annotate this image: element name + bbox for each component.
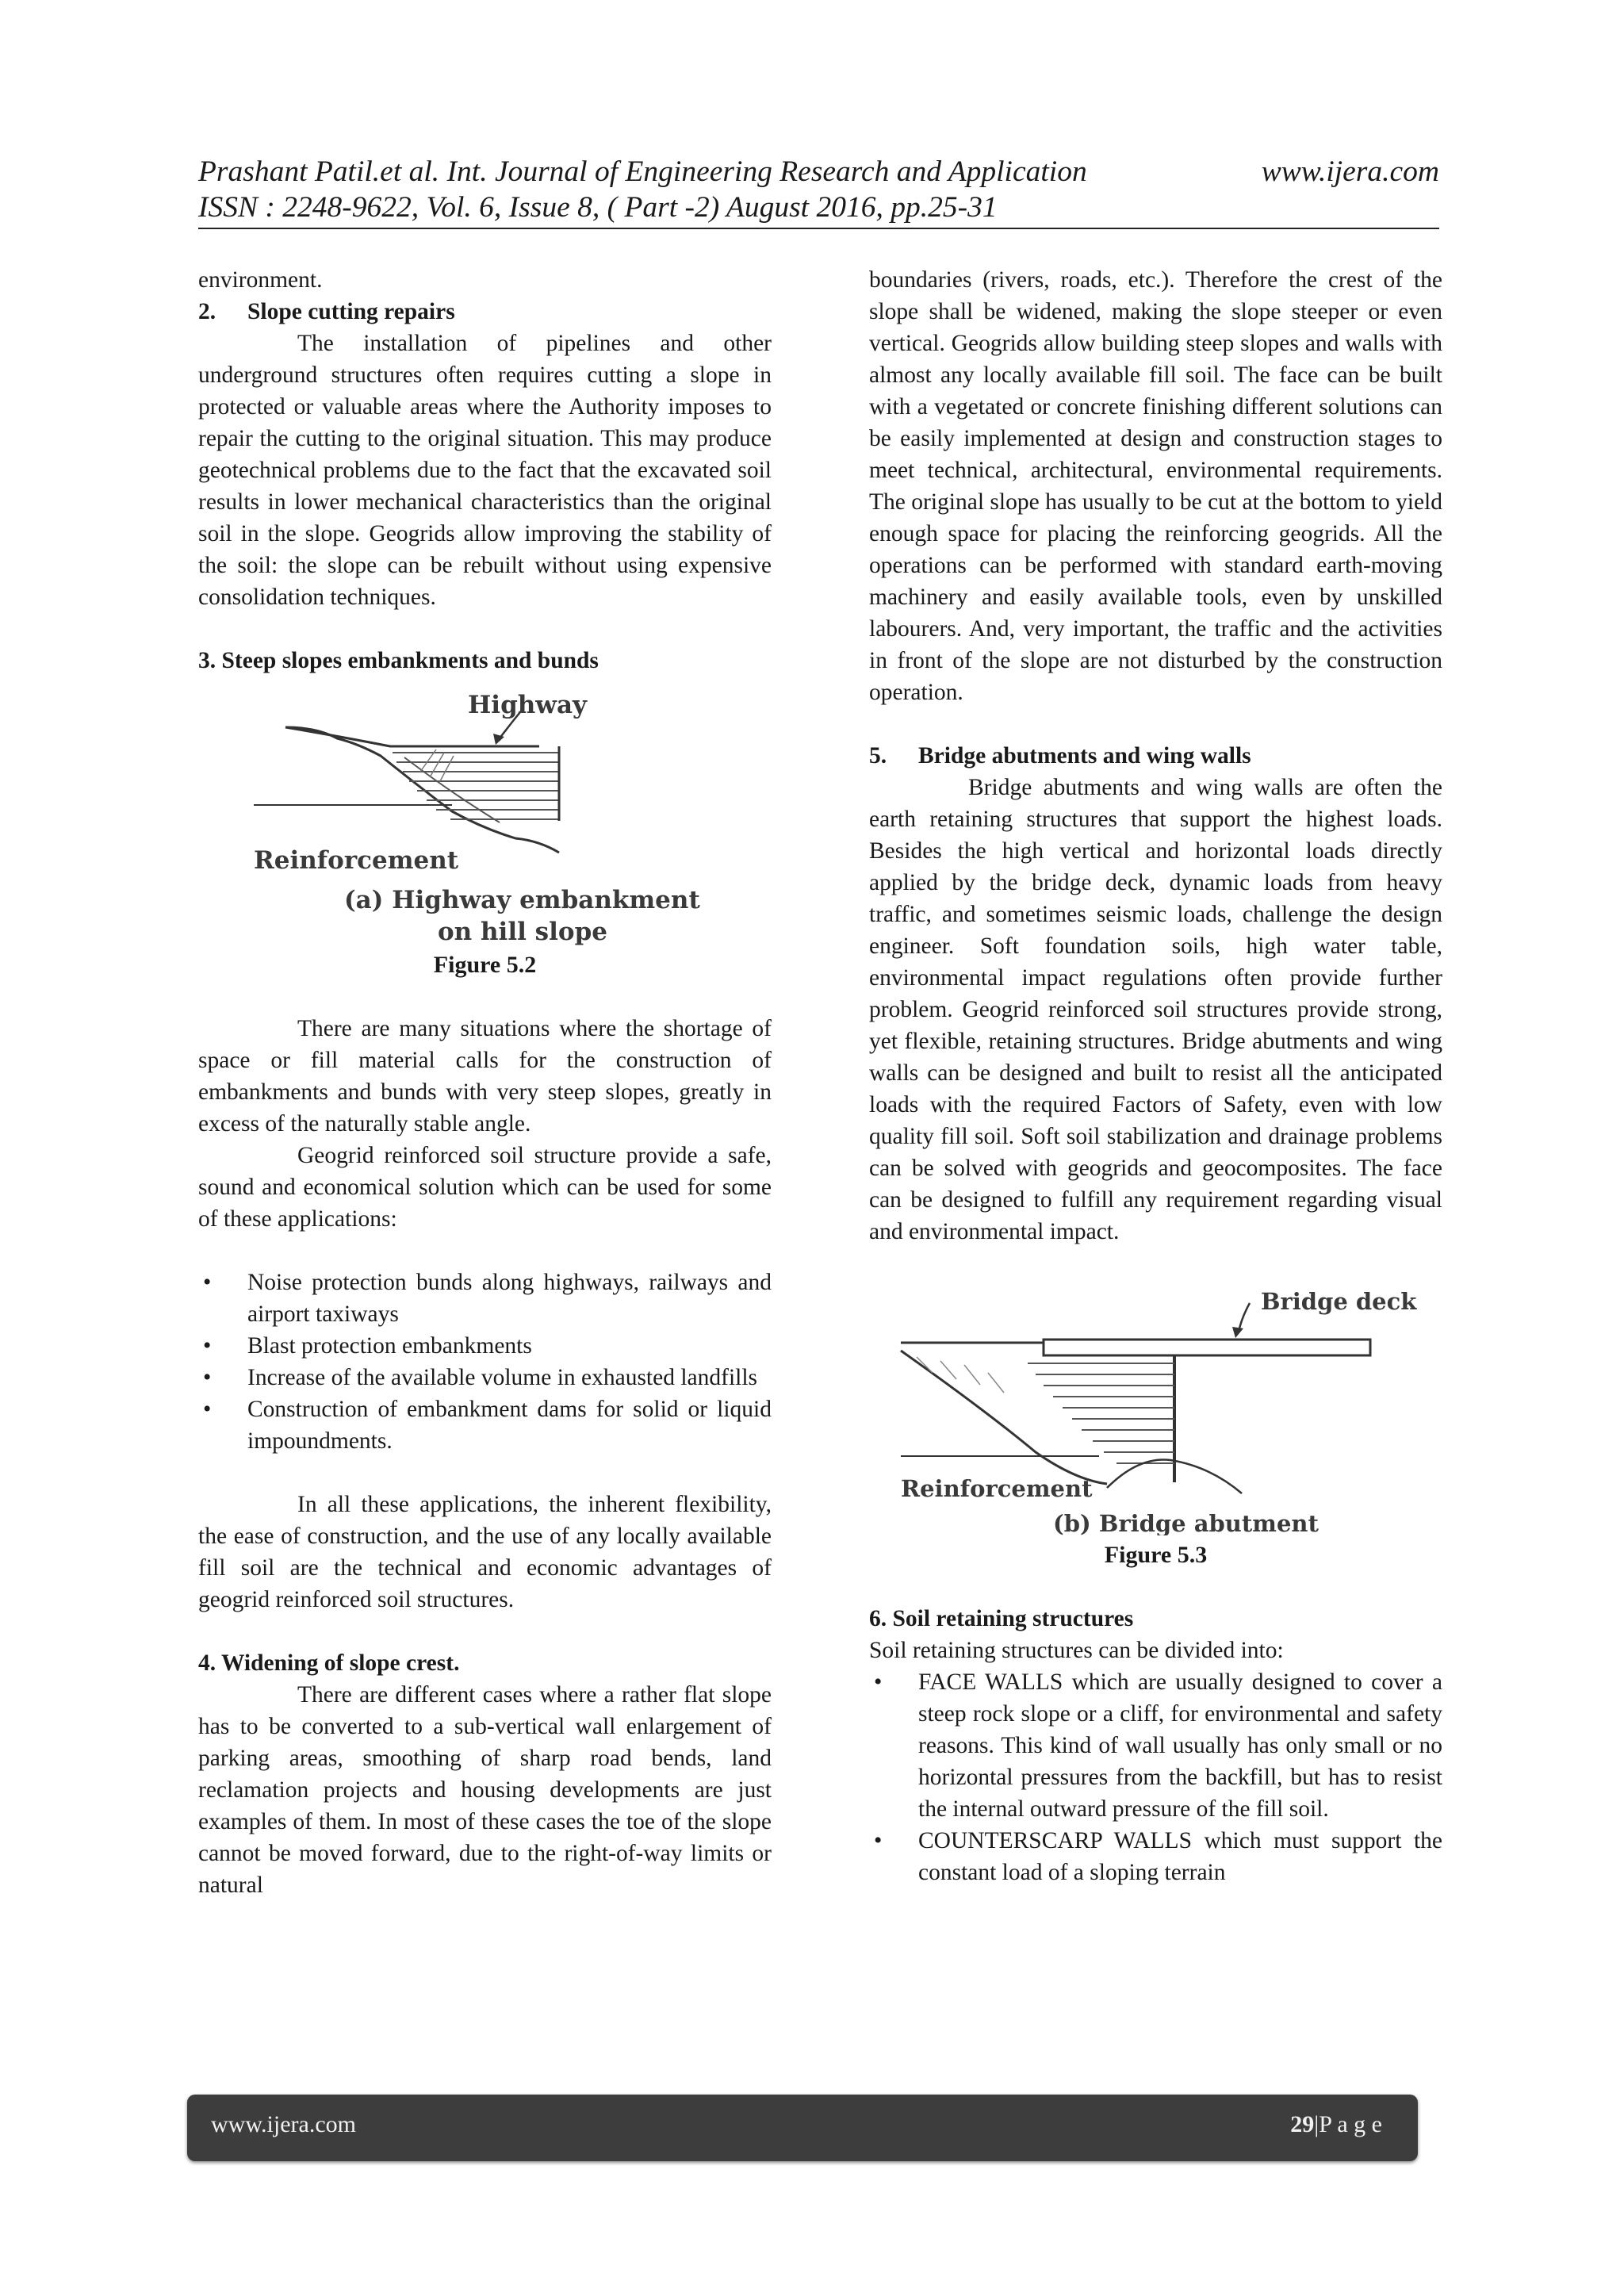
fig52-label-reinforcement: Reinforcement xyxy=(254,846,459,875)
list-item: • Increase of the available volume in exhausted landfills xyxy=(203,1365,758,1390)
section-2-heading xyxy=(198,296,772,328)
page-number-value: 29 xyxy=(1290,2111,1315,2137)
section-5-paragraph: Bridge abutments and wing walls are often the earth retaining structures that support the highest loads. Besides the high vertical and horizontal loads directly applied by the bridge deck, dynamic loads from heavy traffic, and sometimes seismic loads, challenge the design engineer. Soft foundation soils, high water table, environmental impact regulations often provide further problem. Geogrid reinforced soil structures provide strong, yet flexible, retaining structures. Bridge abutments and wing walls can be designed and built to resist all the anticipated loads with the required Factors of Safety, even with low quality fill soil. Soft soil stabilization and drainage problems can be solved with geogrids and geocomposites. The face can be designed to fulfill any requirement regarding visual and environmental impact. xyxy=(869,775,1442,1244)
fill-hatching xyxy=(420,749,454,781)
list-item: • Noise protection bunds along highways, railways and airport taxiways xyxy=(203,1270,772,1327)
section-6-intro: Soil retaining structures can be divided into: xyxy=(869,1638,1284,1663)
section-3-paragraph-a: There are many situations where the shortage of space or fill material calls for the construction of embankments and bunds with very steep slopes, greatly in excess of the naturally stable angle. xyxy=(198,1016,772,1137)
page-footer xyxy=(187,2095,1418,2161)
bridge-deck-arrowhead xyxy=(1232,1327,1243,1338)
fig52-label-highway: Highway xyxy=(468,691,588,719)
figure-5-3 xyxy=(869,1286,1442,1535)
section-3-heading: 3. Steep slopes embankments and bunds xyxy=(198,648,599,673)
page-header xyxy=(198,154,1439,225)
section-3-paragraph-c: In all these applications, the inherent flexibility, the ease of construction, and the use of any locally available fill soil are the technical and economic advantages of geogrid reinforced soil structures. xyxy=(198,1492,772,1612)
list-item: • COUNTERSCARP WALLS which must support the constant load of a sloping terrain xyxy=(874,1828,1442,1885)
section-5-heading xyxy=(869,740,1442,772)
bridge-deck-slab xyxy=(1044,1340,1370,1355)
figure-5-2-caption: Figure 5.2 xyxy=(433,952,537,978)
journal-website[interactable]: www.ijera.com xyxy=(1261,155,1439,188)
left-column xyxy=(198,264,772,1901)
fig53-label-reinforcement: Reinforcement xyxy=(901,1475,1093,1502)
bridge-abutment-diagram xyxy=(869,1286,1442,1535)
section-5-number: 5. xyxy=(869,743,887,769)
section-4-paragraph: There are different cases where a rather flat slope has to be converted to a sub-vertical wall enlargement of parking areas, smoothing of sharp road bends, land reclamation projects and housing developments are just examples of them. In most of these cases the toe of the slope cannot be moved forward, due to the right-of-way limits or natural xyxy=(198,1682,772,1898)
figure-5-2 xyxy=(198,686,772,981)
fig53-label-bridge-deck: Bridge deck xyxy=(1261,1288,1417,1315)
list-item: • FACE WALLS which are usually designed to cover a steep rock slope or a cliff, for environmental and safety reasons. This kind of wall usually has only small or no horizontal pressures from the backfill, but has to resist the internal outward pressure of the fill soil. xyxy=(874,1669,1442,1822)
reinforcement-layers xyxy=(1028,1363,1174,1463)
section-4-heading: 4. Widening of slope crest. xyxy=(198,1650,460,1676)
fig52-subcaption-2: on hill slope xyxy=(438,918,607,946)
retaining-structures-list xyxy=(869,1666,1442,1888)
applications-list xyxy=(198,1267,772,1457)
original-slope-line xyxy=(901,1351,1107,1484)
highway-embankment-diagram xyxy=(198,686,772,981)
figure-5-3-caption: Figure 5.3 xyxy=(1104,1542,1208,1568)
right-column xyxy=(869,264,1442,1888)
fig53-subcaption: (b) Bridge abutment xyxy=(1053,1510,1319,1535)
section-2-title: Slope cutting repairs xyxy=(247,299,455,324)
list-item: • Blast protection embankments xyxy=(203,1333,532,1359)
list-item: • Construction of embankment dams for solid or liquid impoundments. xyxy=(203,1397,772,1454)
footer-website[interactable]: www.ijera.com xyxy=(211,2111,356,2137)
bridge-deck-leader xyxy=(1239,1303,1250,1332)
journal-citation: Prashant Patil.et al. Int. Journal of Engineering Research and Application xyxy=(198,155,1087,188)
fig52-subcaption-1: (a) Highway embankment xyxy=(344,886,700,914)
section-2-paragraph: The installation of pipelines and other underground structures often requires cutting a slope in protected or valuable areas where the Authority imposes to repair the cutting to the original situation. This may produce geotechnical problems due to the fact that the excavated soil results in lower mechanical characteristics than the original soil in the slope. Geogrids allow improving the stability of the soil: the slope can be rebuilt without using expensive consolidation techniques. xyxy=(198,331,772,610)
header-rule xyxy=(198,228,1439,229)
section-5-title: Bridge abutments and wing walls xyxy=(918,743,1251,769)
section-2-number: 2. xyxy=(198,299,216,324)
continued-text: environment. xyxy=(198,267,323,293)
issue-info: ISSN : 2248-9622, Vol. 6, Issue 8, ( Part -2) August 2016, pp.25-31 xyxy=(198,191,998,224)
section-3-paragraph-b: Geogrid reinforced soil structure provide a safe, sound and economical solution which can be used for some of these applications: xyxy=(198,1143,772,1232)
section-4-continued: boundaries (rivers, roads, etc.). Therefore the crest of the slope shall be widened, making the slope steeper or even vertical. Geogrids allow building steep slopes and walls with almost any locally available fill soil. The face can be built with a vegetated or concrete finishing different solutions can be easily implemented at design and construction stages to meet technical, architectural, environmental requirements. The original slope has usually to be cut at the bottom to yield enough space for placing the reinforcing geogrids. All the operations can be performed with standard earth-moving machinery and easily available tools, even by unskilled labourers. And, very important, the traffic and the activities in front of the slope are not disturbed by the construction operation. xyxy=(869,267,1442,705)
page-number xyxy=(1290,2111,1382,2138)
section-6-heading: 6. Soil retaining structures xyxy=(869,1606,1134,1631)
page-word: |P a g e xyxy=(1314,2111,1382,2137)
fill-hatching xyxy=(917,1357,1004,1393)
